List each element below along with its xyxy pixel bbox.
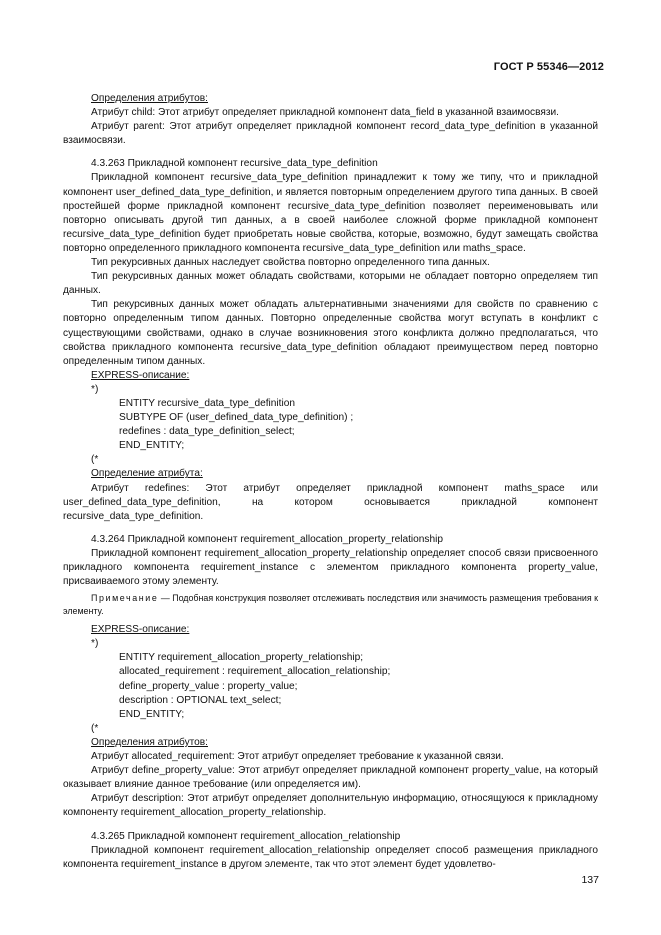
paragraph: Атрибут description: Этот атрибут определяет дополнительную информацию, относящуюся к прикладному компоненту requirement_allocation_property_relationship. [63, 793, 598, 819]
paragraph: Тип рекурсивных данных может обладать альтернативными значениями для свойств по сравнению с повторно определенным типом данных. Повторно определенные свойства могут вступать в конфликт с существующими свойствами, однако в случае возникновения этого конфликта должно предполагаться, что свойства прикладного компонента recursive_data_type_definition обладают преимуществом перед повторно определенным типом данных. [63, 299, 598, 367]
code-line: description : OPTIONAL text_select; [119, 694, 282, 706]
code-line: ENTITY recursive_data_type_definition [119, 397, 295, 409]
code-line: END_ENTITY; [119, 440, 185, 452]
section-label: EXPRESS-описание: [91, 624, 190, 636]
spacer [63, 524, 598, 533]
section-label: Определения атрибутов: [91, 736, 208, 748]
section-label: Определение атрибута: [91, 468, 203, 480]
paragraph: Атрибут define_property_value: Этот атрибут определяет прикладной компонент property_value, на который оказывает влияние данное требование (или определяется им). [63, 765, 598, 791]
comment-marker: *) [91, 383, 99, 395]
paragraph: Прикладной компонент requirement_allocation_property_relationship определяет способ связи присвоенного прикладного компонента requirement_instance с элементом прикладного компонента property_value, присваиваемого этому элементу. [63, 547, 598, 588]
comment-marker: (* [91, 722, 99, 734]
section-label: Определения атрибутов: [91, 93, 208, 104]
code-line: ENTITY requirement_allocation_property_relationship; [119, 652, 364, 664]
paragraph: 4.3.265 Прикладной компонент requirement_allocation_relationship [91, 830, 401, 842]
content-section-2 [63, 623, 598, 872]
paragraph: Атрибут child: Этот атрибут определяет прикладной компонент data_field в указанной взаимосвязи. [91, 107, 559, 119]
page-content [63, 92, 598, 872]
paragraph: Тип рекурсивных данных может обладать свойствами, которыми не обладает повторно определяем тип данных. [63, 271, 598, 297]
section-label: EXPRESS-описание: [91, 369, 190, 381]
spacer [63, 148, 598, 157]
paragraph: Атрибут parent: Этот атрибут определяет прикладной компонент record_data_type_definition в указанной взаимосвязи. [63, 121, 598, 147]
note-text: — Подобная конструкция позволяет отслеживать последствия или значимость размещения требования к элементу. [63, 593, 598, 616]
code-line: END_ENTITY; [119, 708, 185, 720]
comment-marker: *) [91, 638, 99, 650]
code-line: allocated_requirement : requirement_allocation_relationship; [119, 666, 391, 678]
paragraph: Прикладной компонент requirement_allocation_relationship определяет способ размещения прикладного компонента requirement_instance в другом элементе, так что этот элемент будет удовлетво- [63, 844, 598, 870]
note-label: Примечание [91, 593, 159, 604]
code-line: SUBTYPE OF (user_defined_data_type_definition) ; [119, 412, 354, 424]
page-number: 137 [581, 874, 599, 886]
comment-marker: (* [91, 454, 99, 466]
paragraph: 4.3.264 Прикладной компонент requirement_allocation_property_relationship [91, 533, 443, 545]
paragraph: Атрибут allocated_requirement: Этот атрибут определяет требование к указанной связи. [91, 751, 504, 763]
note-paragraph [63, 592, 598, 617]
paragraph: 4.3.263 Прикладной компонент recursive_data_type_definition [91, 158, 378, 170]
content-section-1 [63, 92, 598, 589]
page-header-standard: ГОСТ Р 55346—2012 [493, 61, 604, 73]
paragraph: Тип рекурсивных данных наследует свойства повторно определенного типа данных. [91, 257, 490, 269]
paragraph: Атрибут redefines: Этот атрибут определяет прикладной компонент maths_space или user_defined_data_type_definition, на котором основывается прикладной компонент recursive_data_type_definition. [63, 482, 598, 522]
code-line: define_property_value : property_value; [119, 680, 298, 692]
code-line: redefines : data_type_definition_select; [119, 426, 295, 438]
paragraph: Прикладной компонент recursive_data_type_definition принадлежит к тому же типу, что и прикладной компонент user_defined_data_type_definition, и является повторным определением другого типа данных. В своей простейшей форме прикладной компонент recursive_data_type_definition позволяет переименовывать или повторно описывать другой тип данных, а в своей наиболее сложной форме прикладной компонент recursive_data_type_definition будет приобретать новые свойства, которые, возможно, будут замещать свойства повторно определенного прикладного компонента recursive_data_type_definition или maths_space. [63, 172, 598, 254]
spacer [63, 821, 598, 830]
